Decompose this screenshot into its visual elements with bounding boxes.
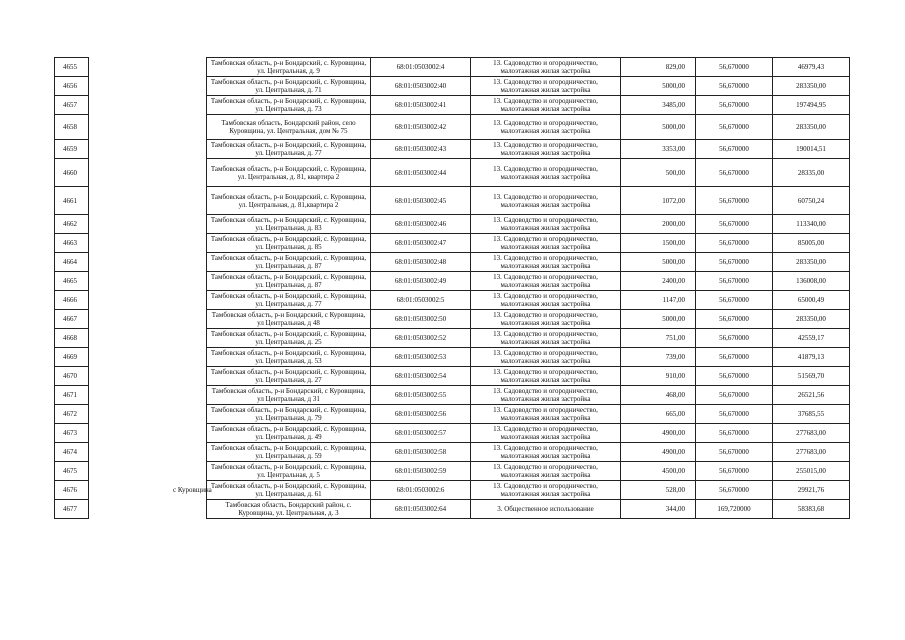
area-cell: 1147,00 bbox=[621, 291, 696, 310]
rate-cell: 56,670000 bbox=[696, 140, 773, 159]
rate-cell: 56,670000 bbox=[696, 215, 773, 234]
cadastral-value-cell: 283350,00 bbox=[773, 253, 850, 272]
land-use-cell: 13. Садоводство и огородничество, малоэтажная жилая застройка bbox=[471, 96, 621, 115]
locality-cell bbox=[89, 253, 207, 272]
table-row bbox=[55, 253, 850, 272]
row-number-cell: 4656 bbox=[55, 77, 89, 96]
locality-cell bbox=[89, 348, 207, 367]
table-row bbox=[55, 77, 850, 96]
cadastral-value-cell: 277683,00 bbox=[773, 424, 850, 443]
address-cell: Тамбовская область, р-н Бондарский, с. Куровщина, ул. Центральная, д. 59 bbox=[207, 443, 371, 462]
land-use-cell: 13. Садоводство и огородничество, малоэтажная жилая застройка bbox=[471, 58, 621, 77]
land-use-cell: 13. Садоводство и огородничество, малоэтажная жилая застройка bbox=[471, 310, 621, 329]
area-cell: 4900,00 bbox=[621, 443, 696, 462]
area-cell: 829,00 bbox=[621, 58, 696, 77]
locality-cell bbox=[89, 443, 207, 462]
land-use-cell: 13. Садоводство и огородничество, малоэтажная жилая застройка bbox=[471, 253, 621, 272]
locality-cell bbox=[89, 215, 207, 234]
row-number-cell: 4661 bbox=[55, 187, 89, 215]
address-cell: Тамбовская область, Бондарский район, село Куровщина, ул. Центральная, дом № 75 bbox=[207, 115, 371, 140]
row-number-cell: 4675 bbox=[55, 462, 89, 481]
table-row bbox=[55, 443, 850, 462]
cadastral-value-cell: 255015,00 bbox=[773, 462, 850, 481]
locality-cell bbox=[89, 405, 207, 424]
cadastral-value-cell: 283350,00 bbox=[773, 77, 850, 96]
rate-cell: 56,670000 bbox=[696, 367, 773, 386]
row-number-cell: 4663 bbox=[55, 234, 89, 253]
cadastral-number-cell: 68:01:0503002:58 bbox=[371, 443, 471, 462]
address-cell: Тамбовская область, р-н Бондарский, с. Куровщина, ул. Центральная, д. 25 bbox=[207, 329, 371, 348]
cadastral-value-cell: 60750,24 bbox=[773, 187, 850, 215]
locality-cell bbox=[89, 310, 207, 329]
address-cell: Тамбовская область, р-н Бондарский, с. Куровщина, ул. Центральная, д. 9 bbox=[207, 58, 371, 77]
cadastral-number-cell: 68:01:0503002:55 bbox=[371, 386, 471, 405]
rate-cell: 56,670000 bbox=[696, 443, 773, 462]
area-cell: 5000,00 bbox=[621, 253, 696, 272]
rate-cell: 56,670000 bbox=[696, 159, 773, 187]
row-number-cell: 4657 bbox=[55, 96, 89, 115]
cadastral-number-cell: 68:01:0503002:48 bbox=[371, 253, 471, 272]
locality-cell bbox=[89, 424, 207, 443]
cadastral-value-cell: 65000,49 bbox=[773, 291, 850, 310]
rate-cell: 56,670000 bbox=[696, 329, 773, 348]
area-cell: 528,00 bbox=[621, 481, 696, 500]
address-cell: Тамбовская область, р-н Бондарский, с. Куровщина, ул. Центральная, д. 87 bbox=[207, 253, 371, 272]
cadastral-value-cell: 28335,00 bbox=[773, 159, 850, 187]
row-number-cell: 4673 bbox=[55, 424, 89, 443]
address-cell: Тамбовская область, р-н Бондарский, с. Куровщина, ул. Центральная, д. 27 bbox=[207, 367, 371, 386]
land-use-cell: 13. Садоводство и огородничество, малоэтажная жилая застройка bbox=[471, 77, 621, 96]
table-row bbox=[55, 115, 850, 140]
row-number-cell: 4662 bbox=[55, 215, 89, 234]
cadastral-value-cell: 197494,95 bbox=[773, 96, 850, 115]
area-cell: 910,00 bbox=[621, 367, 696, 386]
cadastral-number-cell: 68:01:0503002:57 bbox=[371, 424, 471, 443]
cadastral-number-cell: 68:01:0503002:49 bbox=[371, 272, 471, 291]
address-cell: Тамбовская область, р-н Бондарский, с. Куровщина, ул. Центральная, д. 77 bbox=[207, 140, 371, 159]
locality-cell bbox=[89, 234, 207, 253]
land-use-cell: 13. Садоводство и огородничество, малоэтажная жилая застройка bbox=[471, 481, 621, 500]
land-use-cell: 13. Садоводство и огородничество, малоэтажная жилая застройка bbox=[471, 329, 621, 348]
cadastral-number-cell: 68:01:0503002:50 bbox=[371, 310, 471, 329]
row-number-cell: 4660 bbox=[55, 159, 89, 187]
locality-cell bbox=[89, 500, 207, 519]
address-cell: Тамбовская область, р-н Бондарский, с Куровщина, ул Центральная, д 31 bbox=[207, 386, 371, 405]
table-body bbox=[55, 58, 850, 519]
rate-cell: 56,670000 bbox=[696, 462, 773, 481]
land-use-cell: 13. Садоводство и огородничество, малоэтажная жилая застройка bbox=[471, 234, 621, 253]
rate-cell: 56,670000 bbox=[696, 187, 773, 215]
table-row bbox=[55, 272, 850, 291]
address-cell: Тамбовская область, р-н Бондарский, с. Куровщина, ул. Центральная, д. 79 bbox=[207, 405, 371, 424]
rate-cell: 56,670000 bbox=[696, 481, 773, 500]
row-number-cell: 4664 bbox=[55, 253, 89, 272]
land-use-cell: 13. Садоводство и огородничество, малоэтажная жилая застройка bbox=[471, 348, 621, 367]
locality-cell bbox=[89, 367, 207, 386]
address-cell: Тамбовская область, р-н Бондарский, с. Куровщина, ул. Центральная, д. 77 bbox=[207, 291, 371, 310]
row-number-cell: 4677 bbox=[55, 500, 89, 519]
address-cell: Тамбовская область, р-н Бондарский, с. Куровщина, ул. Центральная, д. 71 bbox=[207, 77, 371, 96]
rate-cell: 56,670000 bbox=[696, 77, 773, 96]
cadastral-number-cell: 68:01:0503002:40 bbox=[371, 77, 471, 96]
row-number-cell: 4670 bbox=[55, 367, 89, 386]
table-row bbox=[55, 96, 850, 115]
rate-cell: 169,720000 bbox=[696, 500, 773, 519]
cadastral-value-cell: 113340,00 bbox=[773, 215, 850, 234]
land-use-cell: 13. Садоводство и огородничество, малоэтажная жилая застройка bbox=[471, 386, 621, 405]
area-cell: 2000,00 bbox=[621, 215, 696, 234]
cadastral-number-cell: 68:01:0503002:44 bbox=[371, 159, 471, 187]
table-row bbox=[55, 500, 850, 519]
area-cell: 5000,00 bbox=[621, 115, 696, 140]
cadastral-number-cell: 68:01:0503002:46 bbox=[371, 215, 471, 234]
locality-cell bbox=[89, 58, 207, 77]
cadastral-number-cell: 68:01:0503002:41 bbox=[371, 96, 471, 115]
table-row bbox=[55, 386, 850, 405]
cadastral-number-cell: 68:01:0503002:54 bbox=[371, 367, 471, 386]
locality-cell bbox=[89, 272, 207, 291]
cadastral-value-cell: 283350,00 bbox=[773, 310, 850, 329]
locality-cell bbox=[89, 462, 207, 481]
locality-cell bbox=[89, 291, 207, 310]
cadastral-value-cell: 58383,68 bbox=[773, 500, 850, 519]
land-cadastral-table bbox=[54, 57, 850, 519]
rate-cell: 56,670000 bbox=[696, 234, 773, 253]
row-number-cell: 4668 bbox=[55, 329, 89, 348]
land-use-cell: 13. Садоводство и огородничество, малоэтажная жилая застройка bbox=[471, 462, 621, 481]
cadastral-value-cell: 46979,43 bbox=[773, 58, 850, 77]
address-cell: Тамбовская область, р-н Бондарский, с. Куровщина, ул. Центральная, д. 83 bbox=[207, 215, 371, 234]
cadastral-value-cell: 277683,00 bbox=[773, 443, 850, 462]
table-row bbox=[55, 159, 850, 187]
area-cell: 3485,00 bbox=[621, 96, 696, 115]
address-cell: Тамбовская область, р-н Бондарский, с. Куровщина, ул. Центральная, д. 49 bbox=[207, 424, 371, 443]
table-row bbox=[55, 58, 850, 77]
table-row bbox=[55, 291, 850, 310]
rate-cell: 56,670000 bbox=[696, 115, 773, 140]
cadastral-number-cell: 68:01:0503002:59 bbox=[371, 462, 471, 481]
cadastral-value-cell: 26521,56 bbox=[773, 386, 850, 405]
land-use-cell: 13. Садоводство и огородничество, малоэтажная жилая застройка bbox=[471, 215, 621, 234]
land-use-cell: 13. Садоводство и огородничество, малоэтажная жилая застройка bbox=[471, 187, 621, 215]
land-use-cell: 13. Садоводство и огородничество, малоэтажная жилая застройка bbox=[471, 405, 621, 424]
table-row bbox=[55, 329, 850, 348]
table-row bbox=[55, 140, 850, 159]
cadastral-number-cell: 68:01:0503002:43 bbox=[371, 140, 471, 159]
cadastral-number-cell: 68:01:0503002:64 bbox=[371, 500, 471, 519]
table-row bbox=[55, 424, 850, 443]
cadastral-number-cell: 68:01:0503002:6 bbox=[371, 481, 471, 500]
row-number-cell: 4666 bbox=[55, 291, 89, 310]
locality-cell bbox=[89, 159, 207, 187]
address-cell: Тамбовская область, Бондарский район, с. Куровщина, ул. Центральная, д. 3 bbox=[207, 500, 371, 519]
area-cell: 500,00 bbox=[621, 159, 696, 187]
area-cell: 665,00 bbox=[621, 405, 696, 424]
rate-cell: 56,670000 bbox=[696, 405, 773, 424]
cadastral-value-cell: 190014,51 bbox=[773, 140, 850, 159]
rate-cell: 56,670000 bbox=[696, 386, 773, 405]
area-cell: 4900,00 bbox=[621, 424, 696, 443]
address-cell: Тамбовская область, р-н Бондарский, с. Куровщина, ул. Центральная, д. 87 bbox=[207, 272, 371, 291]
land-use-cell: 13. Садоводство и огородничество, малоэтажная жилая застройка bbox=[471, 291, 621, 310]
locality-cell: с Куровщина bbox=[89, 481, 207, 500]
address-cell: Тамбовская область, р-н Бондарский, с Куровщина, ул Центральная, д 48 bbox=[207, 310, 371, 329]
rate-cell: 56,670000 bbox=[696, 424, 773, 443]
row-number-cell: 4672 bbox=[55, 405, 89, 424]
table-row bbox=[55, 187, 850, 215]
row-number-cell: 4655 bbox=[55, 58, 89, 77]
locality-cell bbox=[89, 115, 207, 140]
row-number-cell: 4667 bbox=[55, 310, 89, 329]
row-number-cell: 4665 bbox=[55, 272, 89, 291]
row-number-cell: 4674 bbox=[55, 443, 89, 462]
row-number-cell: 4676 bbox=[55, 481, 89, 500]
land-use-cell: 13. Садоводство и огородничество, малоэтажная жилая застройка bbox=[471, 115, 621, 140]
area-cell: 3353,00 bbox=[621, 140, 696, 159]
locality-cell bbox=[89, 187, 207, 215]
table-row bbox=[55, 481, 850, 500]
cadastral-number-cell: 68:01:0503002:52 bbox=[371, 329, 471, 348]
locality-cell bbox=[89, 77, 207, 96]
area-cell: 1500,00 bbox=[621, 234, 696, 253]
rate-cell: 56,670000 bbox=[696, 96, 773, 115]
area-cell: 5000,00 bbox=[621, 77, 696, 96]
land-use-cell: 13. Садоводство и огородничество, малоэтажная жилая застройка bbox=[471, 159, 621, 187]
rate-cell: 56,670000 bbox=[696, 310, 773, 329]
locality-cell bbox=[89, 386, 207, 405]
cadastral-value-cell: 29921,76 bbox=[773, 481, 850, 500]
area-cell: 468,00 bbox=[621, 386, 696, 405]
row-number-cell: 4671 bbox=[55, 386, 89, 405]
address-cell: Тамбовская область, р-н Бондарский, с. Куровщина, ул. Центральная, д. 81,квартира 2 bbox=[207, 187, 371, 215]
area-cell: 5000,00 bbox=[621, 310, 696, 329]
address-cell: Тамбовская область, р-н Бондарский, с. Куровщина, ул. Центральная, д. 85 bbox=[207, 234, 371, 253]
row-number-cell: 4669 bbox=[55, 348, 89, 367]
rate-cell: 56,670000 bbox=[696, 348, 773, 367]
rate-cell: 56,670000 bbox=[696, 58, 773, 77]
table-row bbox=[55, 367, 850, 386]
table-row bbox=[55, 405, 850, 424]
rate-cell: 56,670000 bbox=[696, 291, 773, 310]
cadastral-number-cell: 68:01:0503002:5 bbox=[371, 291, 471, 310]
address-cell: Тамбовская область, р-н Бондарский, с. Куровщина, ул. Центральная, д. 53 bbox=[207, 348, 371, 367]
cadastral-number-cell: 68:01:0503002:47 bbox=[371, 234, 471, 253]
cadastral-value-cell: 37685,55 bbox=[773, 405, 850, 424]
area-cell: 344,00 bbox=[621, 500, 696, 519]
land-use-cell: 13. Садоводство и огородничество, малоэтажная жилая застройка bbox=[471, 272, 621, 291]
land-use-cell: 3. Общественное использование bbox=[471, 500, 621, 519]
locality-cell bbox=[89, 96, 207, 115]
cadastral-value-cell: 42559,17 bbox=[773, 329, 850, 348]
area-cell: 1072,00 bbox=[621, 187, 696, 215]
cadastral-value-cell: 136008,00 bbox=[773, 272, 850, 291]
cadastral-value-cell: 283350,00 bbox=[773, 115, 850, 140]
land-use-cell: 13. Садоводство и огородничество, малоэтажная жилая застройка bbox=[471, 424, 621, 443]
land-use-cell: 13. Садоводство и огородничество, малоэтажная жилая застройка bbox=[471, 140, 621, 159]
table-row bbox=[55, 310, 850, 329]
rate-cell: 56,670000 bbox=[696, 272, 773, 291]
table-row bbox=[55, 348, 850, 367]
address-cell: Тамбовская область, р-н Бондарский, с. Куровщина, ул. Центральная, д. 73 bbox=[207, 96, 371, 115]
area-cell: 2400,00 bbox=[621, 272, 696, 291]
cadastral-number-cell: 68:01:0503002:4 bbox=[371, 58, 471, 77]
cadastral-number-cell: 68:01:0503002:42 bbox=[371, 115, 471, 140]
address-cell: Тамбовская область, р-н Бондарский, с. Куровщина, ул. Центральная, д. 81, квартира 2 bbox=[207, 159, 371, 187]
locality-cell bbox=[89, 329, 207, 348]
table-row bbox=[55, 462, 850, 481]
land-use-cell: 13. Садоводство и огородничество, малоэтажная жилая застройка bbox=[471, 367, 621, 386]
cadastral-number-cell: 68:01:0503002:56 bbox=[371, 405, 471, 424]
cadastral-value-cell: 41879,13 bbox=[773, 348, 850, 367]
table-row bbox=[55, 234, 850, 253]
table-row bbox=[55, 215, 850, 234]
area-cell: 751,00 bbox=[621, 329, 696, 348]
area-cell: 739,00 bbox=[621, 348, 696, 367]
locality-cell bbox=[89, 140, 207, 159]
area-cell: 4500,00 bbox=[621, 462, 696, 481]
cadastral-number-cell: 68:01:0503002:53 bbox=[371, 348, 471, 367]
address-cell: Тамбовская область, р-н Бондарский, с. Куровщина, ул. Центральная, д. 5 bbox=[207, 462, 371, 481]
cadastral-value-cell: 85005,00 bbox=[773, 234, 850, 253]
row-number-cell: 4659 bbox=[55, 140, 89, 159]
land-use-cell: 13. Садоводство и огородничество, малоэтажная жилая застройка bbox=[471, 443, 621, 462]
address-cell: Тамбовская область, р-н Бондарский, с. Куровщина, ул. Центральная, д. 61 bbox=[207, 481, 371, 500]
rate-cell: 56,670000 bbox=[696, 253, 773, 272]
cadastral-number-cell: 68:01:0503002:45 bbox=[371, 187, 471, 215]
cadastral-value-cell: 51569,70 bbox=[773, 367, 850, 386]
row-number-cell: 4658 bbox=[55, 115, 89, 140]
